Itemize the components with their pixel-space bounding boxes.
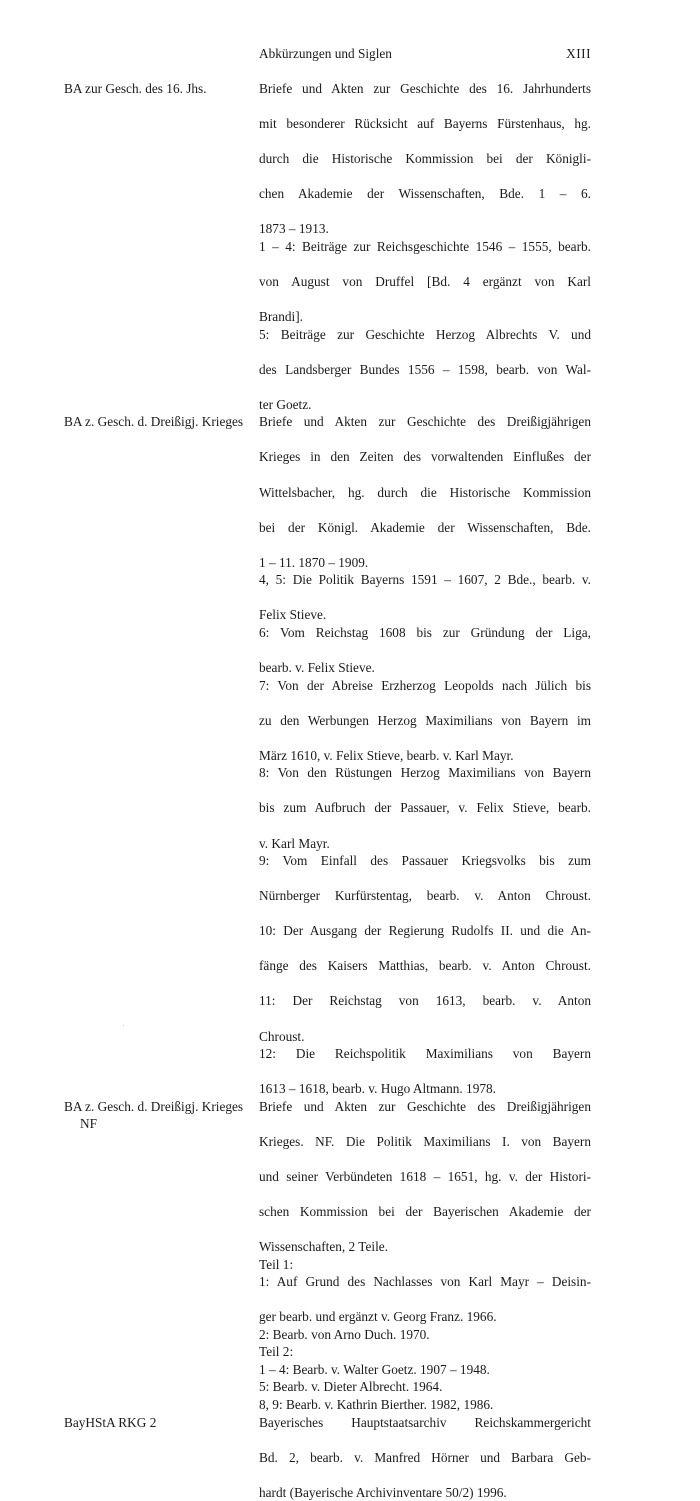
abbreviation-term: BA z. Gesch. d. Dreißigj. Krieges [64,414,244,430]
header-title: Abkürzungen und Siglen [259,46,392,61]
abbreviation-description: Bayerisches Hauptstaatsarchiv Reichskammergericht Bd. 2, bearb. v. Manfred Hörner und Barbara Geb- hardt (Bayerische Archivinventare 50/2) 1996. [259,1414,591,1500]
abbreviation-term: BayHStA RKG 2 [64,1414,157,1430]
scan-speck [123,1025,124,1026]
abbreviation-entry [0,1414,700,1501]
abbreviation-entry [0,1098,700,1414]
abbreviation-term: BA zur Gesch. des 16. Jhs. [64,81,207,96]
abbreviation-description: Briefe und Akten zur Geschichte des Dreißigjährigen Krieges in den Zeiten des vorwaltenden Einflußes der Wittelsbacher, hg. durch die Historische Kommission bei der Königl. Akademie der Wissenschaften, Bde. 1 – 11. 1870 – 1909. 4, 5: Die Politik Bayerns 1591 – 1607, 2 Bde., bearb. v. Felix Stieve. 6: Vom Reichstag 1608 bis zur Gründung der Liga, bearb. v. Felix Stieve. 7: Von der Abreise Erzherzog Leopolds nach Jülich bis zu den Werbungen Herzog Maximilians von Bayern im März 1610, v. Felix Stieve, bearb. v. Karl Mayr. 8: Von den Rüstungen Herzog Maximilians von Bayern bis zum Aufbruch der Passauer, v. Felix Stieve, bearb. v. Karl Mayr. 9: Vom Einfall des Passauer Kriegsvolks bis zum Nürnberger Kurfürstentag, bearb. v. Anton Chroust. 10: Der Ausgang der Regierung Rudolfs II. und die An- fänge des Kaisers Matthias, bearb. v. Anton Chroust. 11: Der Reichstag von 1613, bearb. v. Anton Chroust. 12: Die Reichspolitik Maximilians von Bayern 1613 – 1618, bearb. v. Hugo Altmann. 1978. [259,414,591,1097]
abbreviation-list [0,80,700,1501]
abbreviation-entry [0,80,700,413]
abbreviation-description: Briefe und Akten zur Geschichte des Dreißigjährigen Krieges. NF. Die Politik Maximilians I. von Bayern und seiner Verbündeten 1618 – 1651, hg. v. der Histori- schen Kommission bei der Bayerischen Akademie der Wissenschaften, 2 Teile. Teil 1: 1: Auf Grund des Nachlasses von Karl Mayr – Deisin- ger bearb. und ergänzt v. Georg Franz. 1966. 2: Bearb. von Arno Duch. 1970. Teil 2: 1 – 4: Bearb. v. Walter Goetz. 1907 – 1948. 5: Bearb. v. Dieter Albrecht. 1964. 8, 9: Bearb. v. Kathrin Bierther. 1982, 1986. [259,1098,591,1413]
abbreviation-entry [0,413,700,1097]
abbreviation-term: BA z. Gesch. d. Dreißigj. Krieges NF [64,1098,244,1132]
abbreviation-description: Briefe und Akten zur Geschichte des 16. Jahrhunderts mit besonderer Rücksicht auf Bayerns Fürstenhaus, hg. durch die Historische Kommission bei der Königli- chen Akademie der Wissenschaften, Bde. 1 – 6. 1873 – 1913. 1 – 4: Beiträge zur Reichsgeschichte 1546 – 1555, bearb. von August von Druffel [Bd. 4 ergänzt von Karl Brandi]. 5: Beiträge zur Geschichte Herzog Albrechts V. und des Landsberger Bundes 1556 – 1598, bearb. von Wal- ter Goetz. [259,81,591,412]
running-header [259,45,591,63]
page-number: XIII [566,46,591,61]
